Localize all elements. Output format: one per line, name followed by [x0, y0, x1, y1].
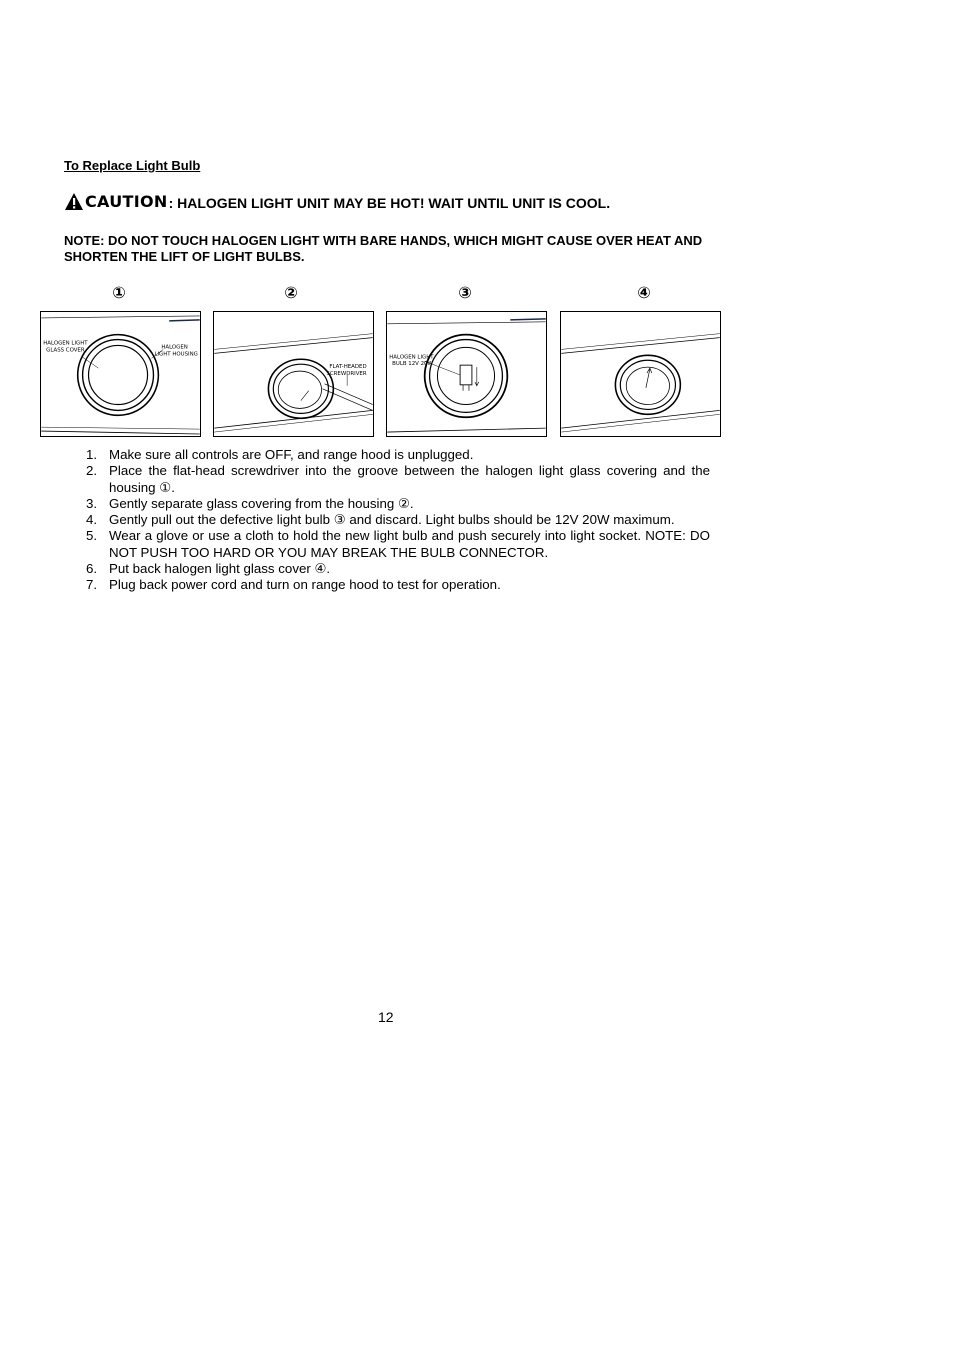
- step-text: Plug back power cord and turn on range hood to test for operation.: [109, 577, 501, 593]
- figure-4-panel: [560, 311, 721, 437]
- figure-1-illustration: [41, 312, 200, 436]
- list-item: [86, 577, 710, 593]
- figure-2-panel: [213, 311, 374, 437]
- caution-message: : HALOGEN LIGHT UNIT MAY BE HOT! WAIT UNTIL UNIT IS COOL.: [168, 195, 611, 211]
- note-text: NOTE: DO NOT TOUCH HALOGEN LIGHT WITH BARE HANDS, WHICH MIGHT CAUSE OVER HEAT AND SHORTEN THE LIFT OF LIGHT BULBS.: [64, 233, 703, 264]
- caution-word: CAUTION: [85, 192, 168, 211]
- step-number: 6.: [86, 561, 98, 577]
- figure-number-3: ③: [458, 283, 472, 302]
- figure-4-illustration: [561, 312, 720, 436]
- step-number: 7.: [86, 577, 98, 593]
- page-number: 12: [378, 1009, 394, 1025]
- figure-3-label-2: BULB 12V 20W: [392, 361, 433, 368]
- step-text: Put back halogen light glass cover ④.: [109, 561, 331, 577]
- list-item: [86, 561, 710, 577]
- figure-1-label-4: LIGHT HOUSING: [154, 351, 198, 358]
- list-item: [86, 463, 710, 496]
- figure-1-label-3: HALOGEN: [161, 344, 188, 351]
- figure-1-label-2: GLASS COVER: [46, 347, 85, 354]
- list-item: [86, 528, 710, 561]
- figure-1-label-1: HALOGEN LIGHT: [43, 340, 88, 347]
- figure-number-2: ②: [284, 283, 298, 302]
- caution-line: [64, 192, 610, 211]
- step-number: 4.: [86, 512, 98, 528]
- figure-2-label-1: FLAT-HEADED: [329, 364, 367, 371]
- instruction-list: [86, 447, 710, 594]
- figure-3-panel: [386, 311, 547, 437]
- warning-triangle-icon: [64, 192, 84, 211]
- figure-3-illustration: [387, 312, 546, 436]
- figure-number-4: ④: [637, 283, 651, 302]
- step-number: 1.: [86, 447, 98, 462]
- step-text: Gently pull out the defective light bulb ③ and discard. Light bulbs should be 12V 20W maximum.: [109, 512, 675, 528]
- step-number: 2.: [86, 463, 98, 479]
- step-number: 3.: [86, 495, 98, 511]
- step-text: Wear a glove or use a cloth to hold the new light bulb and push securely into light socket. NOTE: DO NOT PUSH TOO HARD OR YOU MAY BREAK THE BULB CONNECTOR.: [109, 528, 710, 560]
- section-title: To Replace Light Bulb: [64, 158, 201, 173]
- figure-3-label-1: HALOGEN LIGHT: [389, 354, 434, 361]
- step-text: Make sure all controls are OFF, and range hood is unplugged.: [109, 447, 474, 462]
- figure-1-panel: [40, 311, 201, 437]
- step-number: 5.: [86, 528, 98, 544]
- figure-2-illustration: [214, 312, 373, 436]
- list-item: [86, 512, 710, 528]
- figure-number-1: ①: [112, 283, 126, 302]
- step-text: Place the flat-head screwdriver into the groove between the halogen light glass covering and the housing ①.: [109, 463, 710, 495]
- figure-2-label-2: SCREWDRIVER: [326, 370, 367, 377]
- list-item: [86, 447, 710, 463]
- list-item: [86, 496, 710, 512]
- step-text: Gently separate glass covering from the housing ②.: [109, 495, 414, 511]
